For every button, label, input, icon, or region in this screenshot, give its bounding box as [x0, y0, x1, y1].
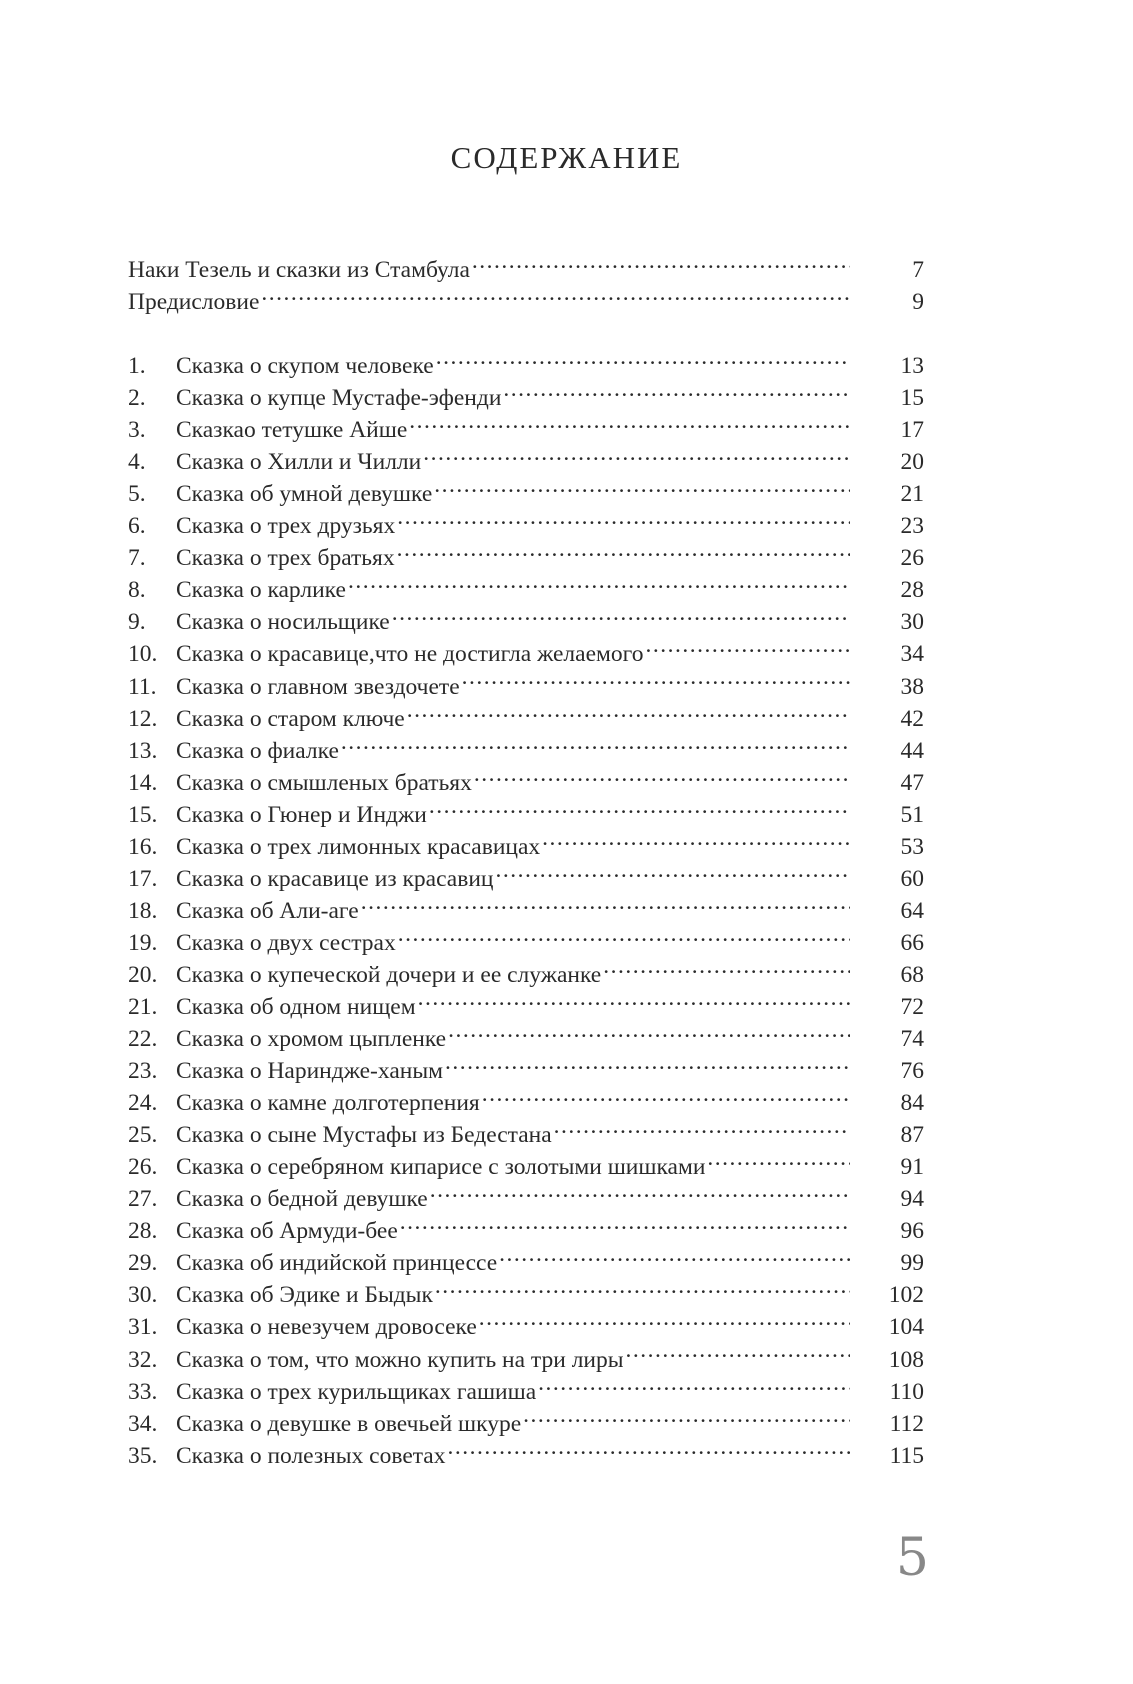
- entry-page-number: 76: [900, 1058, 924, 1085]
- page-number: 5: [895, 1528, 929, 1588]
- entry-number: 4.: [128, 449, 146, 476]
- dot-leader: [538, 1367, 850, 1399]
- entry-title: Сказка о главном звездочете: [176, 673, 460, 700]
- entry-number: 14.: [128, 769, 158, 796]
- entry-page-number: 84: [900, 1090, 924, 1117]
- dot-leader: [436, 341, 850, 373]
- entry-page-number: 96: [900, 1218, 924, 1245]
- entry-page-number: 72: [900, 993, 924, 1020]
- dot-leader: [423, 437, 850, 469]
- entry-title: Сказка о скупом человеке: [176, 353, 434, 380]
- entry-number: 25.: [128, 1122, 158, 1149]
- entry-title: Сказка о трех курильщиках гашиша: [176, 1378, 537, 1405]
- entry-number: 34.: [128, 1410, 158, 1437]
- entry-number: 1.: [128, 353, 146, 380]
- entry-number: 7.: [128, 545, 146, 572]
- entry-number: 5.: [128, 481, 146, 508]
- entry-number: 23.: [128, 1058, 158, 1085]
- dot-leader: [418, 982, 850, 1014]
- entry-title: Сказка о трех лимонных красавицах: [176, 833, 541, 860]
- entry-page-number: 94: [900, 1186, 924, 1213]
- dot-leader: [434, 469, 850, 501]
- dot-leader: [397, 533, 850, 565]
- entry-page-number: 102: [888, 1282, 924, 1309]
- entry-page-number: 53: [900, 833, 924, 860]
- toc-entry: [128, 341, 924, 380]
- entry-number: 32.: [128, 1346, 158, 1373]
- entry-page-number: 60: [900, 865, 924, 892]
- entry-page-number: 44: [900, 737, 924, 764]
- entry-title: Сказка о красавице,что не достигла желаемого: [176, 641, 644, 668]
- entry-number: 22.: [128, 1026, 158, 1053]
- dot-leader: [707, 1142, 850, 1174]
- dot-leader: [523, 1399, 850, 1431]
- dot-leader: [341, 726, 850, 758]
- entry-page-number: 23: [900, 513, 924, 540]
- entry-title: Сказка о бедной девушке: [176, 1186, 428, 1213]
- entry-page-number: 9: [912, 289, 924, 316]
- entry-title: Сказка о фиалке: [176, 737, 339, 764]
- dot-leader: [495, 854, 850, 886]
- entry-number: 27.: [128, 1186, 158, 1213]
- entry-page-number: 42: [900, 705, 924, 732]
- entry-number: 16.: [128, 833, 158, 860]
- dot-leader: [430, 1174, 850, 1206]
- dot-leader: [462, 661, 850, 693]
- entry-title: Сказка об Армуди-бее: [176, 1218, 398, 1245]
- dot-leader: [361, 886, 850, 918]
- dot-leader: [603, 950, 850, 982]
- entry-page-number: 20: [900, 449, 924, 476]
- entry-number: 18.: [128, 897, 158, 924]
- dot-leader: [645, 629, 850, 661]
- entry-number: 13.: [128, 737, 158, 764]
- entry-number: 15.: [128, 801, 158, 828]
- entry-page-number: 7: [912, 257, 924, 284]
- entry-page-number: 87: [900, 1122, 924, 1149]
- entry-page-number: 66: [900, 929, 924, 956]
- entry-number: 2.: [128, 385, 146, 412]
- page-title: СОДЕРЖАНИЕ: [450, 140, 683, 175]
- entry-number: 35.: [128, 1442, 158, 1469]
- dot-leader: [474, 758, 850, 790]
- entry-number: 12.: [128, 705, 158, 732]
- entry-page-number: 112: [889, 1410, 924, 1437]
- entry-title: Сказка о трех друзьях: [176, 513, 396, 540]
- entry-page-number: 47: [900, 769, 924, 796]
- entry-page-number: 91: [900, 1154, 924, 1181]
- entry-title: Сказка об Али-аге: [176, 897, 359, 924]
- entry-title: Предисловие: [128, 289, 260, 316]
- dot-leader: [554, 1110, 850, 1142]
- entry-page-number: 34: [900, 641, 924, 668]
- toc-entries: [128, 341, 924, 1469]
- entry-page-number: 38: [900, 673, 924, 700]
- entry-title: Сказка о камне долготерпения: [176, 1090, 480, 1117]
- entry-title: Сказка о Гюнер и Инджи: [176, 801, 427, 828]
- entry-title: Сказка о трех братьях: [176, 545, 395, 572]
- toc-front-matter: [128, 245, 924, 316]
- entry-page-number: 108: [888, 1346, 924, 1373]
- entry-number: 17.: [128, 865, 158, 892]
- entry-title: Сказка о купеческой дочери и ее служанке: [176, 961, 602, 988]
- entry-title: Сказка о хромом цыпленке: [176, 1026, 447, 1053]
- entry-page-number: 30: [900, 609, 924, 636]
- dot-leader: [429, 790, 850, 822]
- entry-page-number: 51: [900, 801, 924, 828]
- entry-title: Сказка о смышленых братьях: [176, 769, 472, 796]
- entry-number: 9.: [128, 609, 146, 636]
- entry-number: 11.: [128, 673, 157, 700]
- entry-page-number: 74: [900, 1026, 924, 1053]
- dot-leader: [482, 1078, 850, 1110]
- entry-title: Сказка о Нариндже-ханым: [176, 1058, 443, 1085]
- entry-title: Сказка о старом ключе: [176, 705, 405, 732]
- entry-page-number: 15: [900, 385, 924, 412]
- entry-title: Сказка о том, что можно купить на три лиры: [176, 1346, 624, 1373]
- dot-leader: [397, 501, 850, 533]
- entry-title: Сказка о двух сестрах: [176, 929, 396, 956]
- entry-title: Сказка о карлике: [176, 577, 346, 604]
- entry-page-number: 64: [900, 897, 924, 924]
- entry-number: 28.: [128, 1218, 158, 1245]
- entry-page-number: 104: [888, 1314, 924, 1341]
- entry-page-number: 99: [900, 1250, 924, 1277]
- entry-title: Сказка об одном нищем: [176, 993, 416, 1020]
- entry-title: Сказка о сыне Мустафы из Бедестана: [176, 1122, 552, 1149]
- entry-page-number: 115: [889, 1442, 924, 1469]
- dot-leader: [398, 918, 850, 950]
- entry-page-number: 13: [900, 353, 924, 380]
- dot-leader: [447, 1431, 850, 1463]
- entry-number: 6.: [128, 513, 146, 540]
- entry-title: Сказка о красавице из красавиц: [176, 865, 494, 892]
- dot-leader: [409, 405, 850, 437]
- dot-leader: [448, 1014, 850, 1046]
- entry-number: 3.: [128, 417, 146, 444]
- dot-leader: [503, 373, 850, 405]
- entry-number: 30.: [128, 1282, 158, 1309]
- entry-page-number: 68: [900, 961, 924, 988]
- entry-number: 24.: [128, 1090, 158, 1117]
- entry-page-number: 21: [900, 481, 924, 508]
- entry-number: 8.: [128, 577, 146, 604]
- entry-title: Сказка о купце Мустафе-эфенди: [176, 385, 502, 412]
- dot-leader: [261, 277, 850, 309]
- entry-title: Сказка о девушке в овечьей шкуре: [176, 1410, 522, 1437]
- entry-title: Сказка о невезучем дровосеке: [176, 1314, 477, 1341]
- dot-leader: [479, 1302, 850, 1334]
- entry-title: Сказкао тетушке Айше: [176, 417, 408, 444]
- entry-title: Сказка о серебряном кипарисе с золотыми шишками: [176, 1154, 706, 1181]
- dot-leader: [392, 597, 850, 629]
- entry-number: 31.: [128, 1314, 158, 1341]
- entry-title: Сказка о Хилли и Чилли: [176, 449, 422, 476]
- entry-title: Сказка об умной девушке: [176, 481, 433, 508]
- toc-entry: [128, 245, 924, 284]
- entry-number: 26.: [128, 1154, 158, 1181]
- entry-title: Сказка об Эдике и Быдык: [176, 1282, 433, 1309]
- entry-page-number: 28: [900, 577, 924, 604]
- entry-title: Сказка о полезных советах: [176, 1442, 446, 1469]
- entry-page-number: 26: [900, 545, 924, 572]
- dot-leader: [400, 1206, 850, 1238]
- entry-title: Сказка об индийской принцессе: [176, 1250, 498, 1277]
- entry-page-number: 17: [900, 417, 924, 444]
- entry-title: Сказка о носильщике: [176, 609, 390, 636]
- entry-number: 29.: [128, 1250, 158, 1277]
- dot-leader: [407, 694, 850, 726]
- dot-leader: [445, 1046, 850, 1078]
- entry-number: 20.: [128, 961, 158, 988]
- dot-leader: [435, 1270, 850, 1302]
- dot-leader: [348, 565, 850, 597]
- entry-number: 21.: [128, 993, 158, 1020]
- dot-leader: [472, 245, 850, 277]
- dot-leader: [499, 1238, 850, 1270]
- entry-page-number: 110: [889, 1378, 924, 1405]
- dot-leader: [542, 822, 850, 854]
- entry-title: Наки Тезель и сказки из Стамбула: [128, 257, 470, 284]
- dot-leader: [626, 1334, 850, 1366]
- entry-number: 33.: [128, 1378, 158, 1405]
- entry-number: 19.: [128, 929, 158, 956]
- entry-number: 10.: [128, 641, 158, 668]
